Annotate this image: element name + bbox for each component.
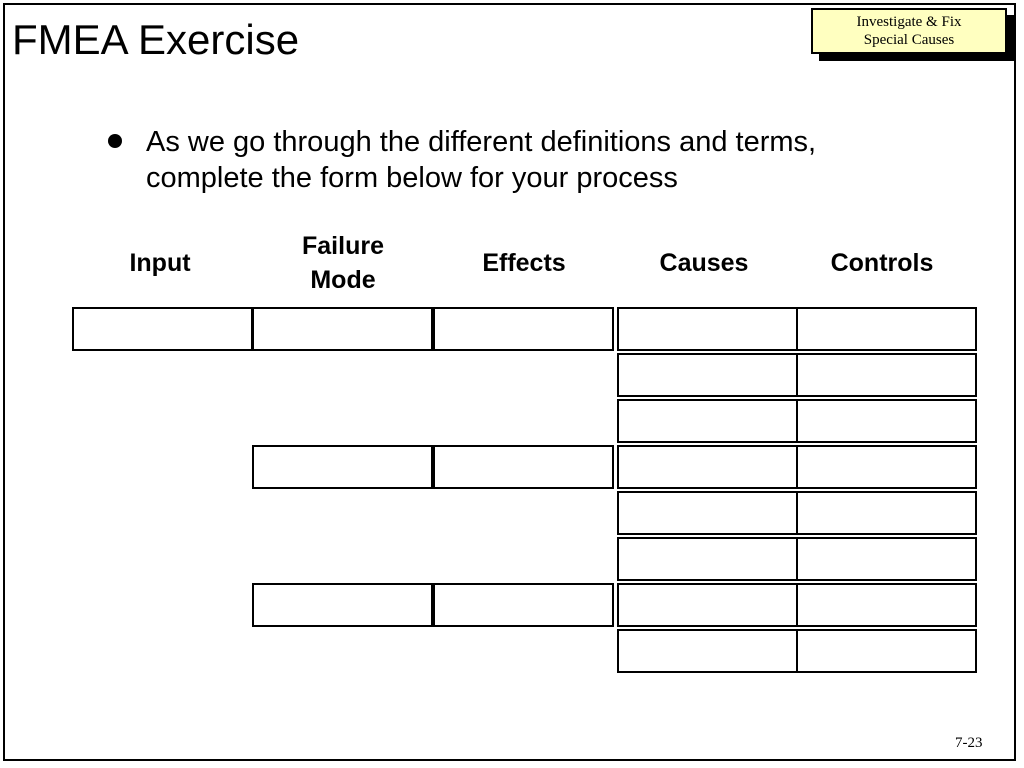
bullet-line-2: complete the form below for your process — [146, 162, 678, 194]
failure-mode-box[interactable] — [252, 445, 433, 489]
badge-line-1: Investigate & Fix — [856, 14, 962, 30]
causes-box[interactable] — [617, 583, 798, 627]
column-header-failure-mode-line-2: Mode — [310, 266, 376, 294]
causes-box[interactable] — [617, 399, 798, 443]
column-header-failure-mode-line-1: Failure — [302, 232, 384, 260]
column-header-effects: Effects — [482, 249, 566, 277]
bullet-icon — [108, 134, 122, 148]
controls-box[interactable] — [796, 307, 977, 351]
causes-box[interactable] — [617, 537, 798, 581]
section-badge — [811, 8, 1007, 54]
causes-box[interactable] — [617, 629, 798, 673]
badge-line-2: Special Causes — [863, 32, 955, 48]
bullet-line-1: As we go through the different definitions and terms, — [146, 126, 817, 158]
causes-box[interactable] — [617, 353, 798, 397]
column-header-causes: Causes — [659, 249, 749, 277]
controls-box[interactable] — [796, 353, 977, 397]
controls-box[interactable] — [796, 583, 977, 627]
effects-box[interactable] — [433, 583, 614, 627]
causes-box[interactable] — [617, 307, 798, 351]
failure-mode-box[interactable] — [252, 583, 433, 627]
controls-box[interactable] — [796, 399, 977, 443]
page-number: 7-23 — [955, 735, 983, 751]
failure-mode-box[interactable] — [252, 307, 433, 351]
causes-box[interactable] — [617, 491, 798, 535]
controls-box[interactable] — [796, 491, 977, 535]
effects-box[interactable] — [433, 307, 614, 351]
effects-box[interactable] — [433, 445, 614, 489]
controls-box[interactable] — [796, 537, 977, 581]
input-box[interactable] — [72, 307, 253, 351]
causes-box[interactable] — [617, 445, 798, 489]
controls-box[interactable] — [796, 445, 977, 489]
controls-box[interactable] — [796, 629, 977, 673]
column-header-input: Input — [129, 249, 191, 277]
column-header-failure-mode — [253, 229, 433, 297]
bullet-text — [146, 124, 966, 196]
slide-title: FMEA Exercise — [12, 16, 300, 63]
column-header-controls: Controls — [830, 249, 934, 277]
